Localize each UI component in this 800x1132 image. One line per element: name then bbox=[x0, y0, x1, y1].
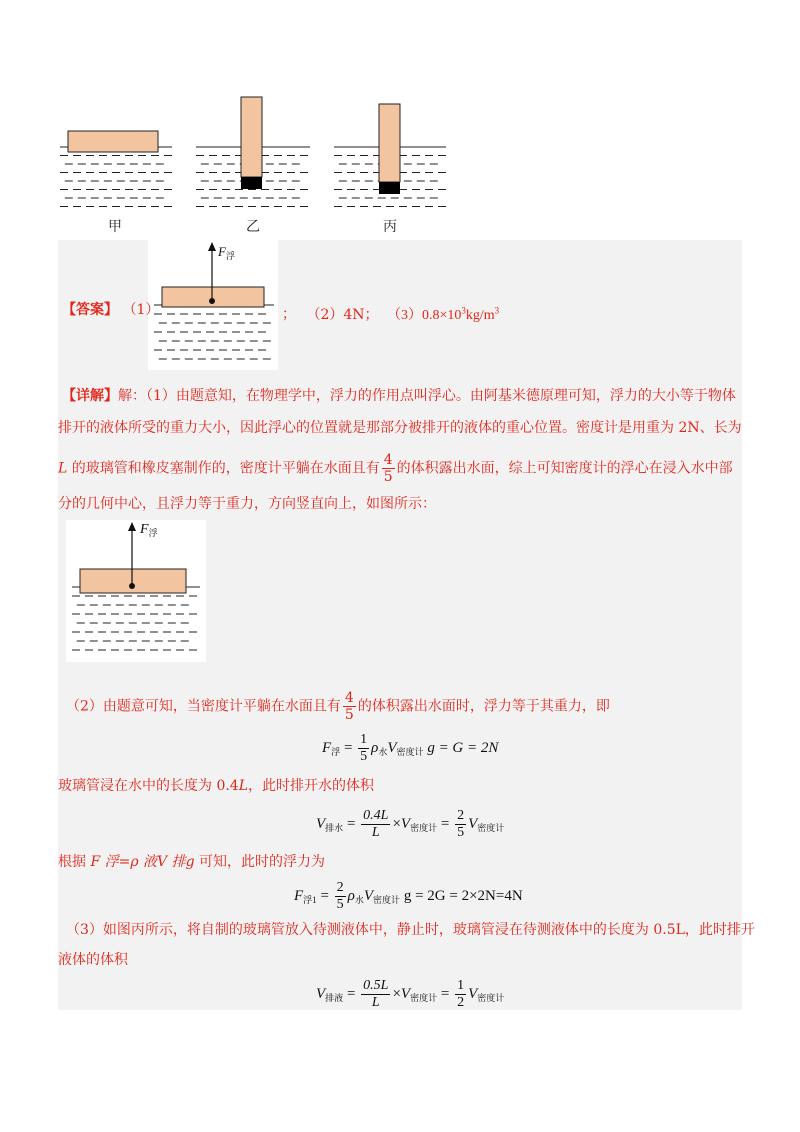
detail-line-2: 排开的液体所受的重力大小，因此浮心的位置就是那部分被排开的液体的重心位置。密度计是用重为 2N、长为 bbox=[58, 420, 742, 436]
answer-label: 【答案】 bbox=[62, 302, 118, 318]
part2-line-1: （2）由题意可知，当密度计平躺在水面且有 $\frac{4}{5}$ 的体积露出水面时，浮力等于其重力，即 bbox=[66, 690, 610, 723]
part2-line-2: 玻璃管浸在水中的长度为 0.4L，此时排开水的体积 bbox=[58, 778, 375, 794]
water-jia bbox=[60, 147, 172, 207]
detail-label: 【详解】 bbox=[62, 388, 118, 404]
caption-yi: 乙 bbox=[246, 219, 260, 235]
answer-sep: ； bbox=[282, 306, 296, 323]
answer-part3: $(3)0.8\times 10^3kg/m^3$ bbox=[386, 305, 500, 323]
answer-part1: （1） bbox=[122, 302, 160, 318]
stopper-yi bbox=[241, 177, 262, 189]
tube-jia bbox=[68, 131, 158, 152]
caption-jia: 甲 bbox=[108, 219, 122, 235]
stopper-bing bbox=[379, 182, 400, 194]
detail-tube bbox=[80, 569, 186, 593]
detail-diagram bbox=[66, 520, 206, 662]
equation-2: $V_{排水}$ = $\frac{0.4L}{L}$ $\times V_{密度计}$ = $\frac{2}{5}$ $V_{密度计}$ bbox=[316, 808, 505, 840]
answer-force-label: $F_浮$ bbox=[218, 244, 235, 261]
answer-water bbox=[154, 305, 274, 359]
detail-arrow-head bbox=[128, 522, 136, 531]
answer-diagram bbox=[148, 240, 278, 370]
answer-rest bbox=[282, 300, 499, 326]
answer-buoyancy-center bbox=[209, 298, 215, 304]
top-figure bbox=[0, 0, 800, 240]
detail-force-label: $F_浮$ bbox=[140, 522, 158, 538]
answer-arrow-head bbox=[208, 242, 216, 251]
tube-yi bbox=[241, 97, 262, 177]
answer-line bbox=[62, 300, 159, 320]
detail-line-4: 分的几何中心，且浮力等于重力，方向竖直向上，如图所示： bbox=[58, 496, 436, 512]
detail-line-1: 【详解】解：（1）由题意知，在物理学中，浮力的作用点叫浮心。由阿基米德原理可知，浮力的大小等于物体 bbox=[62, 388, 736, 404]
detail-water bbox=[72, 587, 200, 650]
part3-line-1: （3）如图丙所示，将自制的玻璃管放入待测液体中，静止时，玻璃管浸在待测液体中的长度为 0.5L，此时排开 bbox=[66, 922, 755, 938]
equation-1: $F_浮$ = $\frac{1}{5}$ $\rho_水V_{密度计}$ g = G = 2N bbox=[322, 732, 499, 764]
tube-bing bbox=[379, 104, 400, 182]
equation-3: $F_{浮1}$ = $\frac{2}{5}$ $\rho_水V_{密度计}$ g = 2G = 2×2N=4N bbox=[294, 880, 523, 912]
part3-line-2: 液体的体积 bbox=[58, 952, 128, 968]
answer-part2: （2）4N； bbox=[306, 306, 379, 323]
equation-4: $V_{排液}$ = $\frac{0.5L}{L}$ $\times V_{密度计}$ = $\frac{1}{2}$ $V_{密度计}$ bbox=[316, 978, 505, 1010]
detail-buoyancy-center bbox=[129, 583, 135, 589]
answer-tube bbox=[162, 287, 264, 307]
detail-line-3: L 的玻璃管和橡皮塞制作的，密度计平躺在水面且有 $\frac{4}{5}$ 的体积露出水面，综上可知密度计的浮心在浸入水中部 bbox=[58, 452, 733, 485]
caption-bing: 丙 bbox=[383, 219, 397, 235]
part2-line-3: 根据 F 浮=ρ 液V 排g 可知，此时的浮力为 bbox=[58, 854, 326, 870]
